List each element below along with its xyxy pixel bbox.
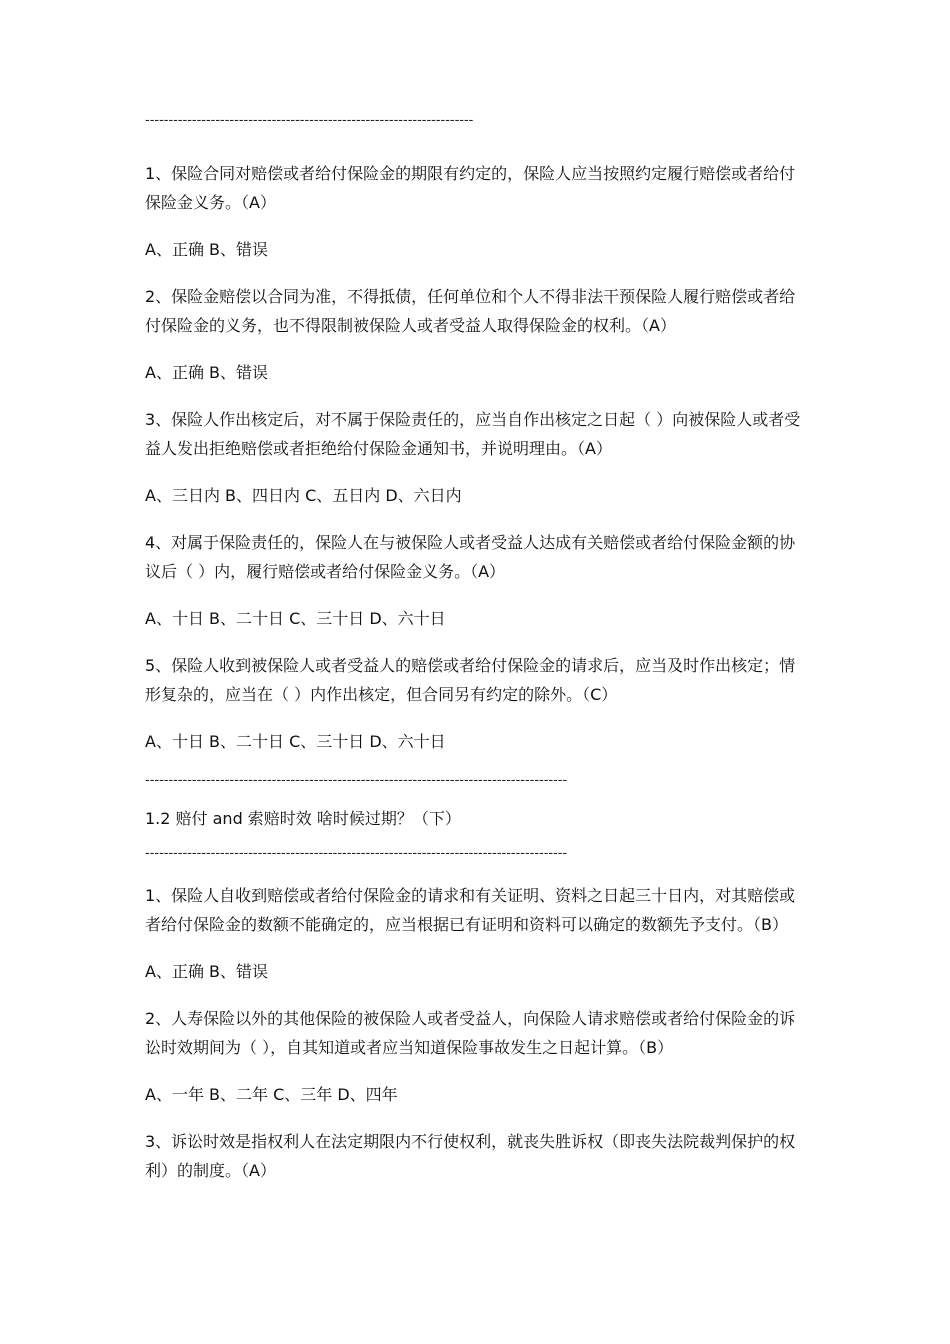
separator-line: ------------------------------------------------------------------------------------------ (145, 773, 568, 788)
separator-line: ---------------------------------------------------------------------- (145, 113, 474, 128)
question-1-5: 5、保险人收到被保险人或者受益人的赔偿或者给付保险金的请求后，应当及时作出核定；情形复杂的，应当在（ ）内作出核定，但合同另有约定的除外。（C） (145, 656, 796, 704)
options-1-1: A、正确 B、错误 (145, 240, 269, 259)
options-2-2: A、一年 B、二年 C、三年 D、四年 (145, 1085, 398, 1104)
question-1-1: 1、保险合同对赔偿或者给付保险金的期限有约定的，保险人应当按照约定履行赔偿或者给付保险金义务。（A） (145, 164, 796, 212)
question-1-2: 2、保险金赔偿以合同为准，不得抵债，任何单位和个人不得非法干预保险人履行赔偿或者给付保险金的义务，也不得限制被保险人或者受益人取得保险金的权利。（A） (145, 287, 796, 335)
question-2-3: 3、诉讼时效是指权利人在法定期限内不行使权利，就丧失胜诉权（即丧失法院裁判保护的权利）的制度。（A） (145, 1132, 796, 1180)
options-1-3: A、三日内 B、四日内 C、五日内 D、六日内 (145, 486, 462, 505)
separator-line: ------------------------------------------------------------------------------------------ (145, 846, 568, 861)
question-1-4: 4、对属于保险责任的，保险人在与被保险人或者受益人达成有关赔偿或者给付保险金额的协议后（ ）内，履行赔偿或者给付保险金义务。（A） (145, 533, 796, 581)
options-1-5: A、十日 B、二十日 C、三十日 D、六十日 (145, 732, 446, 751)
section-heading: 1.2 赔付 and 索赔时效 啥时候过期？（下） (145, 809, 461, 828)
options-1-2: A、正确 B、错误 (145, 363, 269, 382)
question-2-1: 1、保险人自收到赔偿或者给付保险金的请求和有关证明、资料之日起三十日内，对其赔偿或者给付保险金的数额不能确定的，应当根据已有证明和资料可以确定的数额先予支付。（B） (145, 886, 796, 934)
options-2-1: A、正确 B、错误 (145, 962, 269, 981)
question-1-3: 3、保险人作出核定后，对不属于保险责任的，应当自作出核定之日起（ ）向被保险人或者受益人发出拒绝赔偿或者拒绝给付保险金通知书，并说明理由。（A） (145, 410, 801, 458)
document-page (145, 112, 810, 1185)
question-2-2: 2、人寿保险以外的其他保险的被保险人或者受益人，向保险人请求赔偿或者给付保险金的诉讼时效期间为（ ），自其知道或者应当知道保险事故发生之日起计算。（B） (145, 1009, 796, 1057)
options-1-4: A、十日 B、二十日 C、三十日 D、六十日 (145, 609, 446, 628)
